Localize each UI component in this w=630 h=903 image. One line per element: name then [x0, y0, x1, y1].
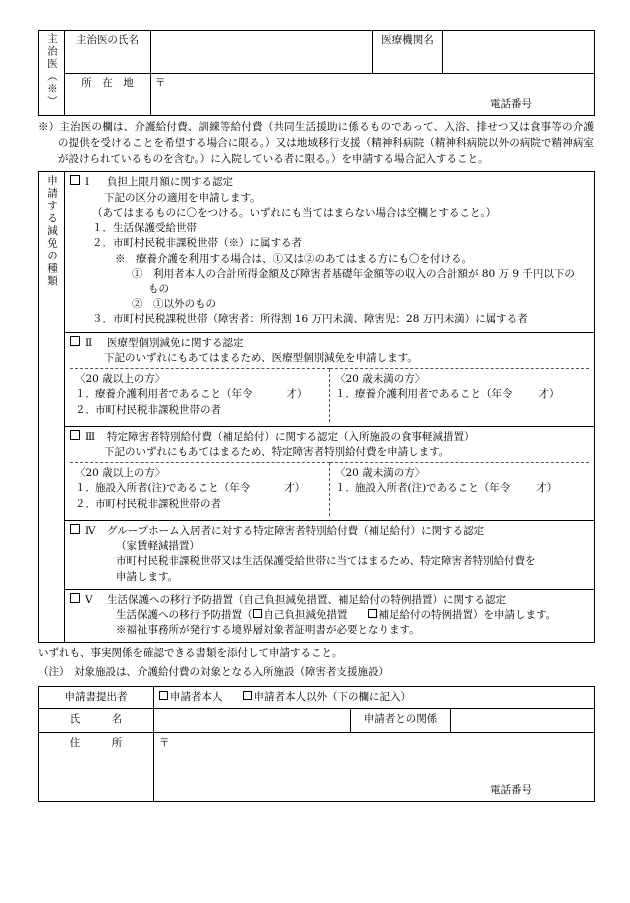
- relation-input[interactable]: [451, 709, 595, 733]
- section-3-right-item-1: １．施設入所者(注)であること（年令 才）: [335, 482, 558, 495]
- section-4-sub3: 申請します。: [116, 570, 179, 583]
- section-2-left-item-1: １．療養介護利用者であること（年令 才）: [75, 388, 308, 401]
- section-1-item-1-num: １．: [92, 222, 113, 235]
- section-5-option-1: 自己負担減免措置: [263, 608, 348, 621]
- section-3-left-item-2: ２．市町村民税非課税世帯の者: [75, 497, 221, 510]
- section-1-item-3-num: ３．: [92, 313, 113, 326]
- checkbox-section-1[interactable]: [70, 175, 80, 185]
- section-1-header: [70, 175, 589, 190]
- doctor-address-row: [39, 73, 595, 116]
- section-2-right-header: 〈20 歳未満の方〉: [335, 373, 426, 386]
- section-row-3: [39, 426, 595, 520]
- applicant-address-row: [39, 733, 595, 802]
- applicant-name-row: [39, 709, 595, 733]
- submitter-label: 申請書提出者: [39, 686, 154, 708]
- medical-org-input[interactable]: [443, 31, 595, 74]
- section-3-right-header: 〈20 歳未満の方〉: [335, 467, 426, 480]
- section-row-1: [39, 172, 595, 332]
- section-row-2: [39, 332, 595, 426]
- attending-doctor-note: [38, 120, 594, 167]
- section-row-4: [39, 520, 595, 589]
- checkbox-section-5[interactable]: [70, 593, 80, 603]
- section-1-item-2-sub2: ② ①以外のもの: [132, 298, 216, 311]
- section-4-title: グループホーム入居者に対する特定障害者特別給付費（補足給付）に関する認定: [107, 524, 485, 537]
- section-1-numeral: Ⅰ: [85, 176, 90, 189]
- checkbox-section-3[interactable]: [70, 430, 80, 440]
- section-2-numeral: Ⅱ: [85, 336, 93, 349]
- section-3-age-under20: [330, 463, 590, 516]
- applicant-address-label: 住 所: [39, 733, 154, 802]
- section-1-item-1: [70, 221, 589, 236]
- checkbox-supplementary-benefit-exception[interactable]: [368, 609, 377, 618]
- section-2-age-over20: [70, 369, 330, 422]
- section-1-sub1: 下記の区分の適用を申請します。: [104, 191, 261, 204]
- section-3: [65, 426, 595, 520]
- applicant-table: [38, 686, 595, 802]
- section-1-item-1-text: 生活保護受給世帯: [113, 222, 197, 235]
- section-3-title: 特定障害者特別給付費（補足給付）に関する認定（入所施設の食事軽減措置）: [107, 430, 475, 443]
- attending-doctor-table: [38, 30, 595, 116]
- section-3-age-over20: [70, 463, 330, 516]
- section-5-sub2: ※福祉事務所が発行する境界層対象者証明書が必要となります。: [116, 624, 420, 637]
- attachment-note: いずれも、事実関係を確認できる書類を添付して申請すること。: [38, 647, 343, 660]
- section-4-header: [70, 524, 589, 539]
- section-1-item-3-text: 市町村民税課税世帯（障害者：所得割 16 万円未満、障害児：28 万円未満）に属する者: [113, 313, 528, 326]
- section-5-title: 生活保護への移行予防措置（自己負担減免措置、補足給付の特例措置）に関する認定: [107, 593, 506, 606]
- section-4: [65, 520, 595, 589]
- checkbox-applicant-other[interactable]: [243, 691, 252, 700]
- attending-doctor-vertical-label: 主治医（※）: [39, 31, 65, 116]
- reduction-type-table: [38, 171, 595, 643]
- section-4-sub2: 市町村民税非課税世帯又は生活保護受給世帯に当てはまるため、特定障害者特別給付費を: [116, 555, 536, 568]
- checkbox-self-burden-reduction[interactable]: [253, 609, 262, 618]
- section-5-numeral: Ⅴ: [85, 593, 93, 606]
- section-5-sub1-b: ）を申請します。: [473, 608, 557, 621]
- section-3-sub1: 下記のいずれにもあてはまるため、特定障害者特別給付費を申請します。: [104, 445, 450, 458]
- section-3-left-item-1: １．施設入所者(注)であること（年令 才）: [75, 482, 306, 495]
- section-1: [65, 172, 595, 332]
- section-1-item-2-note: ※ 療養介護を利用する場合は、①又は②のあてはまる方にも〇を付ける。: [115, 252, 472, 265]
- doctor-address-input[interactable]: [151, 73, 595, 116]
- form-page: [38, 30, 594, 802]
- checkbox-applicant-self[interactable]: [159, 691, 168, 700]
- section-3-left-header: 〈20 歳以上の方〉: [75, 467, 166, 480]
- section-2-age-table: [70, 368, 589, 422]
- section-3-age-table: [70, 462, 589, 516]
- doctor-address-label: 所 在 地: [65, 73, 151, 116]
- doctor-name-row: [39, 31, 595, 74]
- section-1-item-2-text: 市町村民税非課税世帯（※）に属する者: [113, 237, 302, 250]
- attending-doctor-note-text: ※）主治医の欄は、介護給付費、訓練等給付費（共同生活援助に係るものであって、入浴、排せつ又は食事等の介護の提供を受けることを希望する場合に限る。）又は地域移行支援（精神科病院（精神科病院以外の病院で精神病室が設けられているものを含む。）に入院している者に限る。）を申請する場合記入すること。: [38, 121, 594, 165]
- applicant-name-label: 氏 名: [39, 709, 154, 733]
- section-5-option-2: 補足給付の特例措置: [378, 608, 473, 621]
- section-5-header: [70, 593, 589, 608]
- relation-label: 申請者との関係: [351, 709, 451, 733]
- section-1-item-2-sub1-cont: もの: [148, 283, 169, 295]
- submitter-option-1: 申請者本人: [170, 690, 223, 703]
- postal-mark-icon: 〒: [155, 76, 166, 89]
- section-2-title: 医療型個別減免に関する認定: [107, 336, 244, 349]
- target-facility-note: [38, 665, 594, 681]
- section-3-numeral: Ⅲ: [85, 430, 96, 443]
- section-1-item-3: [70, 312, 589, 327]
- reduction-type-vertical-label: 申請する減免の種類: [39, 172, 65, 643]
- section-2-sub1: 下記のいずれにもあてはまるため、医療型個別減免を申請します。: [104, 351, 418, 364]
- applicant-name-input[interactable]: [154, 709, 351, 733]
- section-5-sub1: [70, 608, 589, 623]
- section-2-left-header: 〈20 歳以上の方〉: [75, 373, 166, 386]
- section-1-sub2: （あてはまるものに〇をつける。いずれにも当てはまらない場合は空欄とすること。）: [92, 206, 497, 219]
- section-1-item-2-num: ２．: [92, 237, 113, 250]
- submitter-option-2: 申請者本人以外（下の欄に記入）: [253, 690, 411, 703]
- section-5-sub1-a: 生活保護への移行予防措置（: [116, 608, 253, 621]
- section-1-item-2: [70, 236, 589, 251]
- postal-mark-icon: 〒: [159, 737, 170, 750]
- section-row-5: [39, 589, 595, 643]
- section-3-header: [70, 430, 589, 445]
- section-2-right-item-1: １．療養介護利用者であること（年令 才）: [335, 388, 560, 401]
- section-1-title: 負担上限月額に関する認定: [107, 176, 233, 189]
- target-facility-note-text: 対象施設は、介護給付費の対象となる入所施設（障害者支援施設）: [74, 666, 389, 679]
- section-2: [65, 332, 595, 426]
- section-2-left-item-2: ２．市町村民税非課税世帯の者: [75, 403, 221, 416]
- section-5: [65, 589, 595, 643]
- section-3-age-row: [70, 463, 589, 516]
- target-facility-note-label: （注）: [38, 666, 70, 679]
- section-4-numeral: Ⅳ: [85, 524, 96, 537]
- medical-org-label: 医療機関名: [373, 31, 443, 74]
- submitter-row: [39, 686, 595, 708]
- section-2-header: [70, 336, 589, 351]
- checkbox-section-2[interactable]: [70, 336, 80, 346]
- section-2-age-row: [70, 369, 589, 422]
- applicant-address-input[interactable]: [154, 733, 595, 802]
- applicant-tel-label: 電話番号: [490, 783, 533, 796]
- section-4-sub1: （家賃軽減措置）: [116, 540, 200, 553]
- section-2-age-under20: [330, 369, 590, 422]
- doctor-name-input[interactable]: [151, 31, 373, 74]
- section-1-item-2-sub1: ① 利用者本人の合計所得金額及び障害者基礎年金額等の収入の合計額が 80 万 9 千円以下の: [132, 267, 575, 280]
- checkbox-section-4[interactable]: [70, 524, 80, 534]
- doctor-name-label: 主治医の氏名: [65, 31, 151, 74]
- doctor-tel-label: 電話番号: [490, 98, 532, 110]
- submitter-options: [154, 686, 595, 708]
